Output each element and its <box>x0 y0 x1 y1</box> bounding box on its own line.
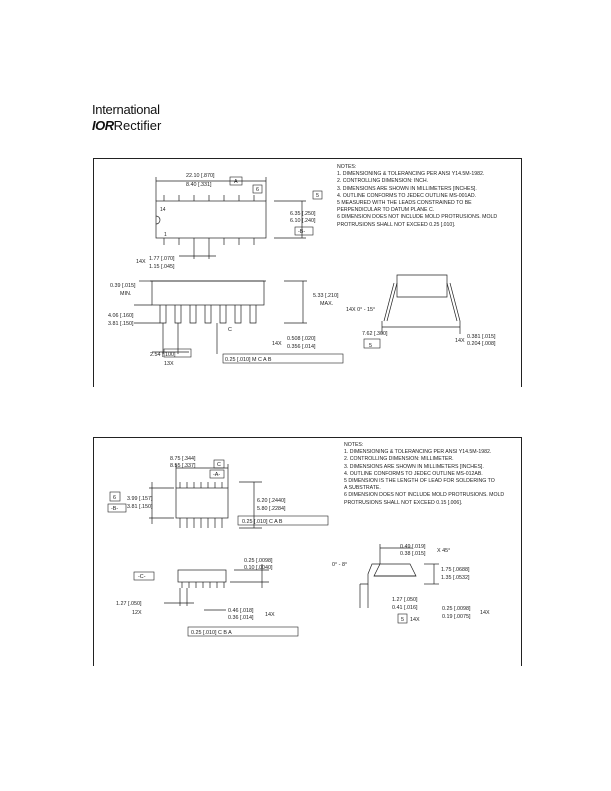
note-6b: PROTRUSIONS SHALL NOT EXCEED 0.25 [.010]. <box>337 221 456 228</box>
note-5: 5 MEASURED WITH THE LEADS CONSTRAINED TO BE <box>337 200 472 207</box>
dip-side-leads <box>160 305 256 323</box>
note-5b: PERPENDICULAR TO DATUM PLANE C. <box>337 207 435 214</box>
note-ref-6: 6 <box>113 495 116 501</box>
lead-count: 14X <box>136 259 146 265</box>
soic-side-leads <box>182 582 224 588</box>
chamfer-1: 0.49 [.019] <box>400 544 426 550</box>
datum-a: -A- <box>213 472 221 478</box>
chamfer-2: 0.38 [.015] <box>400 551 426 557</box>
lead-width-2: 1.15 [.045] <box>149 264 175 270</box>
standoff-1: 0.39 [.015] <box>110 283 136 289</box>
height-1: 5.33 [.210] <box>313 293 339 299</box>
dim-len-1: 8.75 [.344] <box>170 456 196 462</box>
height-1: 0.25 [.0098] <box>244 558 273 564</box>
notes-title: NOTES: <box>337 164 357 170</box>
height-2: MAX. <box>320 301 334 307</box>
lead-1: 0.508 [.020] <box>287 336 316 342</box>
note-1: 1. DIMENSIONING & TOLERANCING PER ANSI Y14.5M-1982. <box>337 171 485 178</box>
dip-side-body <box>152 281 264 305</box>
dip-end-body <box>397 275 447 297</box>
standoff-2: 1.35 [.0532] <box>441 575 470 581</box>
note-5: 5 DIMENSION IS THE LENGTH OF LEAD FOR SOLDERING TO <box>344 478 495 485</box>
tolerance-frame-bottom: 0.25 [.010] C B A <box>191 630 232 636</box>
tolerance-frame: 0.25 [.010] M C A B <box>225 357 272 363</box>
row-note: 5 <box>369 343 372 349</box>
lead-2: 0.356 [.014] <box>287 344 316 350</box>
soic-side-body <box>178 570 226 582</box>
soic-top-pins <box>180 482 222 528</box>
dim-width-2: 3.81 [.150] <box>127 504 153 510</box>
row-spacing: 7.62 [.300] <box>362 331 388 337</box>
thickness-1: 0.25 [.0098] <box>442 606 471 612</box>
datum-b: -B- <box>298 229 306 235</box>
dim-top-length: 22.10 [.870] <box>186 173 215 179</box>
note-ref-6: 6 <box>256 187 259 193</box>
seat-2: 3.81 [.150] <box>108 321 134 327</box>
angle: 0° - 8° <box>332 562 348 568</box>
thickness-2: 0.19 [.0075] <box>442 614 471 620</box>
notes-block-2 <box>344 442 504 507</box>
notes-title: NOTES: <box>344 442 364 448</box>
brand-international: International <box>92 102 160 117</box>
height-2: 0.10 [.0040] <box>244 565 273 571</box>
note-3: 3. DIMENSIONS ARE SHOWN IN MILLIMETERS [INCHES]. <box>337 185 477 192</box>
lead-width-1: 1.77 [.070] <box>149 256 175 262</box>
note-3: 3. DIMENSIONS ARE SHOWN IN MILLIMETERS [INCHES]. <box>344 463 484 470</box>
note-6b: PROTRUSIONS SHALL NOT EXCEED 0.15 [.006]. <box>344 499 463 506</box>
dip-top-body <box>156 201 266 238</box>
dim-top-length-2: 8.40 [.331] <box>186 182 212 188</box>
brand-logo <box>92 118 161 133</box>
chamfer-x: X 45° <box>437 548 451 554</box>
datum-b: -B- <box>111 506 119 512</box>
lead-2: 0.36 [.014] <box>228 615 254 621</box>
note-5b: A SUBSTRATE. <box>344 485 381 492</box>
note-4: 4. OUTLINE CONFORMS TO JEDEC OUTLINE MS-001AD. <box>337 192 477 199</box>
package-outline-soic14 <box>93 437 522 666</box>
tolerance-frame-top: 0.25 [.010] C A B <box>242 519 283 525</box>
lead-count: 14X <box>265 612 275 618</box>
standoff-2: MIN. <box>120 291 132 297</box>
brand-rectifier: Rectifier <box>113 118 162 133</box>
angle: 14X 0° - 15° <box>346 307 376 313</box>
dim-width-1: 3.99 [.157] <box>127 496 153 502</box>
thickness-count: 14X <box>455 338 465 344</box>
lead-1: 0.46 [.018] <box>228 608 254 614</box>
dim-width-2: 6.10 [.240] <box>290 218 316 224</box>
foot-2: 0.41 [.016] <box>392 605 418 611</box>
dip-notch <box>156 216 160 224</box>
note-2: 2. CONTROLLING DIMENSION: INCH. <box>337 178 429 185</box>
note-ref-5: 5 <box>316 193 319 199</box>
thickness-count: 14X <box>480 610 490 616</box>
pin-1-label: 1 <box>164 232 167 238</box>
thickness-1: 0.381 [.015] <box>467 334 496 340</box>
soic-top-body <box>176 488 228 518</box>
datum-a: A <box>234 179 238 185</box>
pitch-count: 12X <box>132 610 142 616</box>
standoff-1: 1.75 [.0688] <box>441 567 470 573</box>
dip-top-pins <box>164 195 254 245</box>
dim-width: 6.35 [.250] <box>290 211 316 217</box>
pin-14-label: 14 <box>160 207 166 213</box>
note-ref-5: 5 <box>401 617 404 623</box>
thickness-2: 0.204 [.008] <box>467 341 496 347</box>
pitch: 1.27 [.050] <box>116 601 142 607</box>
datum-c: C <box>228 327 232 333</box>
notes-block-1 <box>337 164 497 229</box>
datum-c2: -C- <box>138 574 146 580</box>
seat-1: 4.06 [.160] <box>108 313 134 319</box>
note-1: 1. DIMENSIONING & TOLERANCING PER ANSI Y14.5M-1982. <box>344 449 492 456</box>
span-2: 5.80 [.2284] <box>257 506 286 512</box>
ior-logo-mark: IOR <box>92 118 114 133</box>
pitch-count: 13X <box>164 361 174 367</box>
dim-len-2: 8.55 [.337] <box>170 463 196 469</box>
soic-end-body <box>374 564 416 576</box>
foot-1: 1.27 [.050] <box>392 597 418 603</box>
foot-count: 14X <box>410 617 420 623</box>
package-outline-dip14 <box>93 158 522 387</box>
pitch: 2.54 [.100] <box>150 352 176 358</box>
note-6: 6 DIMENSION DOES NOT INCLUDE MOLD PROTRUSIONS. MOLD <box>337 214 498 221</box>
note-6: 6 DIMENSION DOES NOT INCLUDE MOLD PROTRUSIONS. MOLD <box>344 492 505 499</box>
note-4: 4. OUTLINE CONFORMS TO JEDEC OUTLINE MS-012AB. <box>344 470 483 477</box>
note-2: 2. CONTROLLING DIMENSION: MILLIMETER. <box>344 456 454 463</box>
lead-count-2: 14X <box>272 341 282 347</box>
datum-c: C <box>217 462 221 468</box>
span-1: 6.20 [.2440] <box>257 498 286 504</box>
